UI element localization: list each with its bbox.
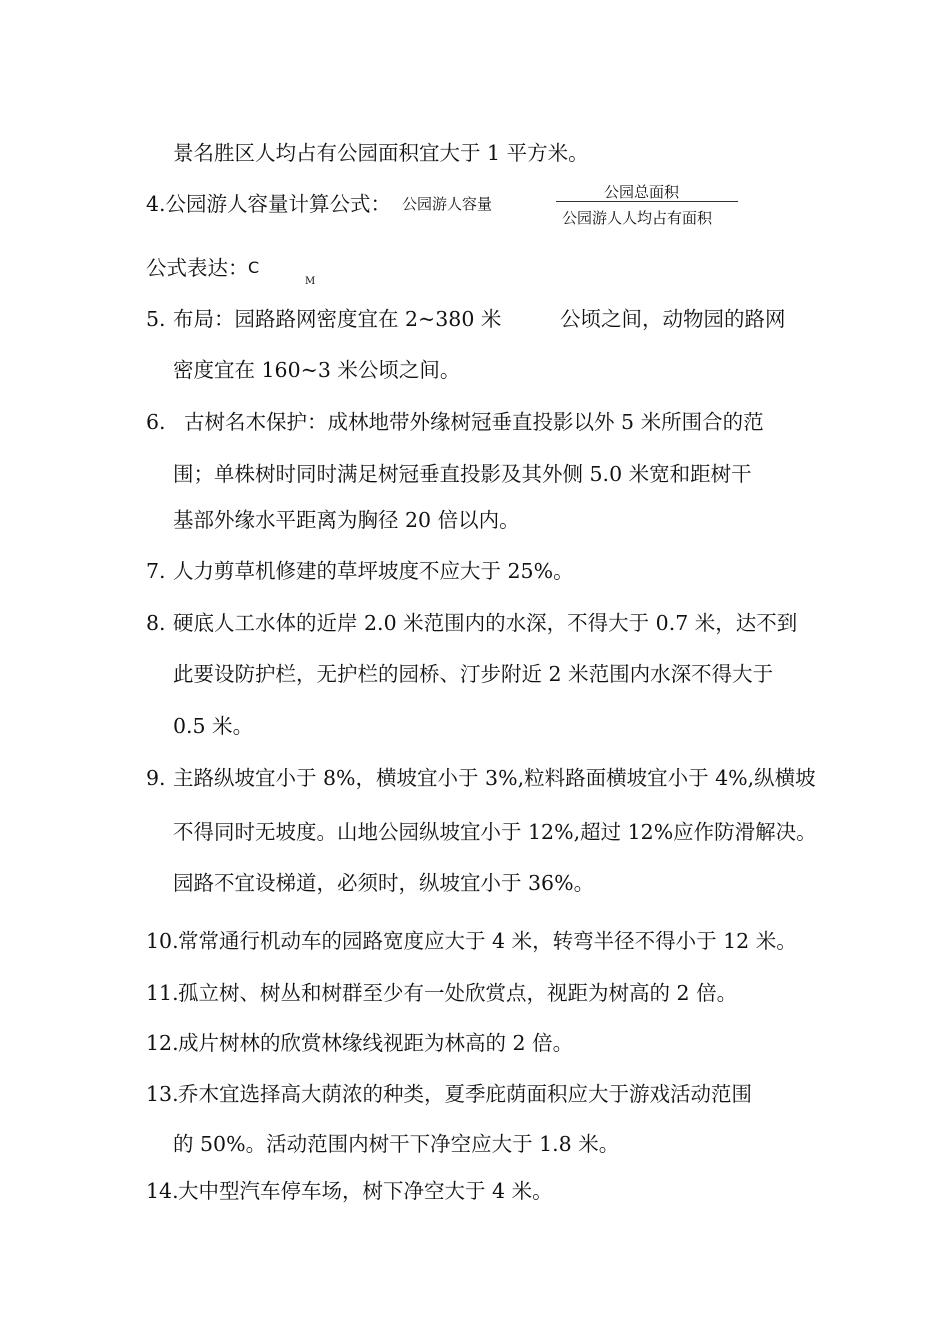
intro-line: 景名胜区人均占有公园面积宜大于 1 平方米。 — [173, 141, 589, 165]
item14-number: 14. — [146, 1179, 179, 1203]
item5-line2: 密度宜在 160~3 米公顷之间。 — [173, 358, 461, 382]
item5-number: 5. — [146, 307, 166, 331]
item6-line3: 基部外缘水平距离为胸径 20 倍以内。 — [173, 508, 520, 532]
item8-line1: 硬底人工水体的近岸 2.0 米范围内的水深，不得大于 0.7 米，达不到 — [173, 611, 798, 635]
item8-line2: 此要设防护栏，无护栏的园桥、汀步附近 2 米范围内水深不得大于 — [173, 662, 774, 686]
formula-label: 公式表达： — [146, 256, 249, 280]
item13-line1: 乔木宜选择高大荫浓的种类，夏季庇荫面积应大于游戏活动范围 — [178, 1082, 752, 1106]
item4-lhs: 公园游人容量 — [402, 195, 493, 213]
item6-line1: 古树名木保护：成林地带外缘树冠垂直投影以外 5 米所围合的范 — [184, 410, 764, 434]
item9-line2: 不得同时无坡度。山地公园纵坡宜小于 12%,超过 12%应作防滑解决。 — [173, 820, 817, 844]
item7-number: 7. — [146, 559, 166, 583]
item7-line1: 人力剪草机修建的草坪坡度不应大于 25%。 — [173, 559, 574, 583]
item6-line2: 围；单株树时同时满足树冠垂直投影及其外侧 5.0 米宽和距树干 — [173, 462, 752, 486]
item8-line3: 0.5 米。 — [173, 714, 254, 738]
item13-number: 13. — [146, 1082, 179, 1106]
item13-line2: 的 50%。活动范围内树干下净空应大于 1.8 米。 — [173, 1132, 620, 1156]
formula-symbol: C — [248, 258, 260, 277]
item9-number: 9. — [146, 766, 166, 790]
item5-line1a: 布局：园路路网密度宜在 2~380 米 — [173, 307, 502, 331]
item12-line1: 成片树林的欣赏林缘线视距为林高的 2 倍。 — [178, 1031, 574, 1055]
item6-number: 6. — [146, 410, 166, 434]
formula-subscript: M — [305, 276, 316, 287]
item12-number: 12. — [146, 1031, 179, 1055]
item10-number: 10. — [146, 929, 179, 953]
item8-number: 8. — [146, 611, 166, 635]
item5-line1b: 公顷之间，动物园的路网 — [560, 307, 786, 331]
item9-line1: 主路纵坡宜小于 8%，横坡宜小于 3%,粒料路面横坡宜小于 4%,纵横坡 — [173, 766, 816, 790]
item14-line1: 大中型汽车停车场，树下净空大于 4 米。 — [178, 1179, 553, 1203]
item11-number: 11. — [146, 981, 179, 1005]
item9-line3: 园路不宜设梯道，必须时，纵坡宜小于 36%。 — [173, 871, 595, 895]
item10-line1: 常常通行机动车的园路宽度应大于 4 米，转弯半径不得小于 12 米。 — [178, 929, 797, 953]
item4-text: 4.公园游人容量计算公式： — [146, 192, 392, 216]
fraction-numerator: 公园总面积 — [604, 183, 680, 201]
fraction-bar — [556, 201, 738, 202]
fraction-denominator: 公园游人人均占有面积 — [562, 209, 713, 227]
item11-line1: 孤立树、树丛和树群至少有一处欣赏点，视距为树高的 2 倍。 — [178, 981, 738, 1005]
